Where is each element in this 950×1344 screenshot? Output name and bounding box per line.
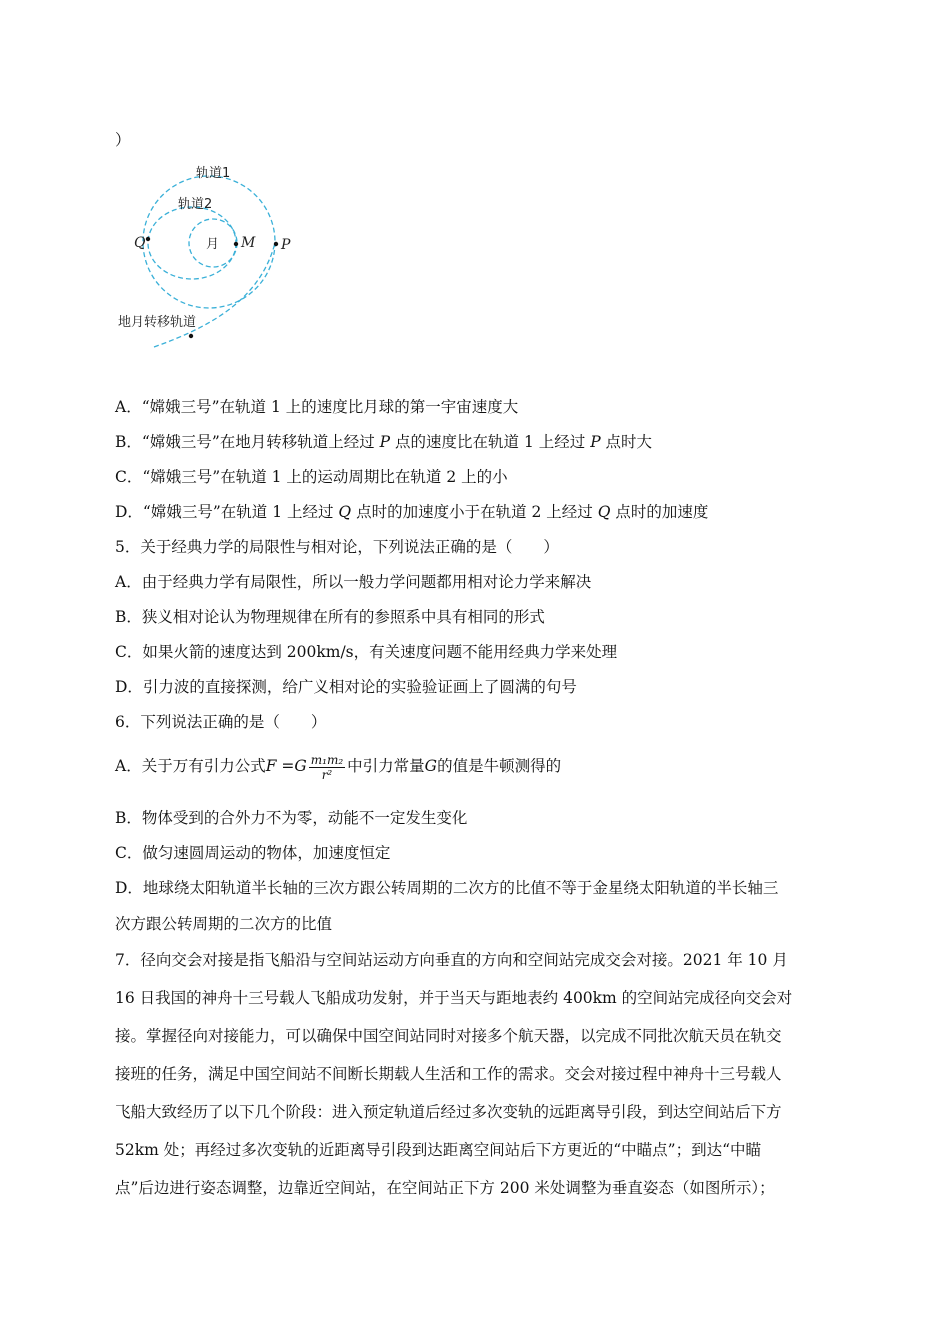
formula-fraction: $\frac{\text{m₁m₂}}{\text{r²}}$ (310, 752, 344, 782)
q5-stem: 5．关于经典力学的局限性与相对论，下列说法正确的是（ ） (115, 538, 559, 556)
label-orbit-2: 轨道2 (178, 197, 213, 212)
point-m-dot (234, 242, 238, 246)
q7-line-4: 接班的任务，满足中国空间站不间断长期载人生活和工作的需求。交会对接过程中神舟十三号载人 (115, 1065, 782, 1083)
point-p-dot (274, 242, 278, 246)
q7-line-6: 52km 处；再经过多次变轨的近距离导引段到达距离空间站后下方更近的“中瞄点”；到达“中瞄 (115, 1141, 762, 1159)
q5-option-a: A．由于经典力学有局限性，所以一般力学问题都用相对论力学来解决 (115, 573, 592, 591)
q7-line-3: 接。掌握径向对接能力，可以确保中国空间站同时对接多个航天器，以完成不同批次航天员在轨交 (115, 1027, 782, 1045)
formula-lhs: F =G (265, 757, 307, 775)
q7-line-2: 16 日我国的神舟十三号载人飞船成功发射，并于当天与距地表约 400km 的空间站完成径向交会对 (115, 989, 793, 1007)
q6-option-a: A．关于万有引力公式F =G $\frac{\text{m₁m₂}}{\text{r²}}$ 中引力常量G的值是牛顿测得的 (115, 752, 562, 782)
q5-option-b: B．狭义相对论认为物理规律在所有的参照系中具有相同的形式 (115, 608, 545, 626)
q6-option-b: B．物体受到的合外力不为零，动能不一定发生变化 (115, 809, 468, 827)
header-paren: ） (115, 131, 131, 149)
point-q-dot (146, 237, 150, 241)
q6-option-d-line1: D．地球绕太阳轨道半长轴的三次方跟公转周期的二次方的比值不等于金星绕太阳轨道的半长轴三 (115, 879, 779, 897)
label-p: P (281, 237, 291, 253)
q6-option-c: C．做匀速圆周运动的物体，加速度恒定 (115, 844, 391, 862)
label-transfer-orbit: 地月转移轨道 (118, 315, 197, 330)
q6-stem: 6．下列说法正确的是（ ） (115, 713, 327, 731)
q4-option-b: B．“嫦娥三号”在地月转移轨道上经过 P 点的速度比在轨道 1 上经过 P 点时大 (115, 433, 653, 451)
transfer-dot (189, 334, 193, 338)
orbit-2-ellipse (148, 207, 236, 279)
label-q: Q (134, 235, 146, 251)
q7-line-7: 点”后边进行姿态调整，边靠近空间站，在空间站正下方 200 米处调整为垂直姿态（如图所示）； (115, 1179, 775, 1197)
q4-option-c: C．“嫦娥三号”在轨道 1 上的运动周期比在轨道 2 上的小 (115, 468, 508, 486)
transfer-orbit-curve (154, 243, 275, 347)
q7-line-5: 飞船大致经历了以下几个阶段：进入预定轨道后经过多次变轨的远距离导引段，到达空间站后下方 (115, 1103, 782, 1121)
q4-option-a: A．“嫦娥三号”在轨道 1 上的速度比月球的第一宇宙速度大 (115, 398, 519, 416)
label-moon: 月 (206, 237, 220, 252)
orbit-diagram (110, 155, 310, 355)
q4-option-d: D．“嫦娥三号”在轨道 1 上经过 Q 点时的加速度小于在轨道 2 上经过 Q 点时的加速度 (115, 503, 709, 521)
label-orbit-1: 轨道1 (196, 166, 231, 181)
label-m: M (241, 235, 256, 251)
q5-option-c: C．如果火箭的速度达到 200km/s，有关速度问题不能用经典力学来处理 (115, 643, 618, 661)
q6-option-d-line2: 次方跟公转周期的二次方的比值 (115, 915, 333, 933)
q7-line-1: 7．径向交会对接是指飞船沿与空间站运动方向垂直的方向和空间站完成交会对接。2021 年 10 月 (115, 951, 788, 969)
q5-option-d: D．引力波的直接探测，给广义相对论的实验验证画上了圆满的句号 (115, 678, 577, 696)
